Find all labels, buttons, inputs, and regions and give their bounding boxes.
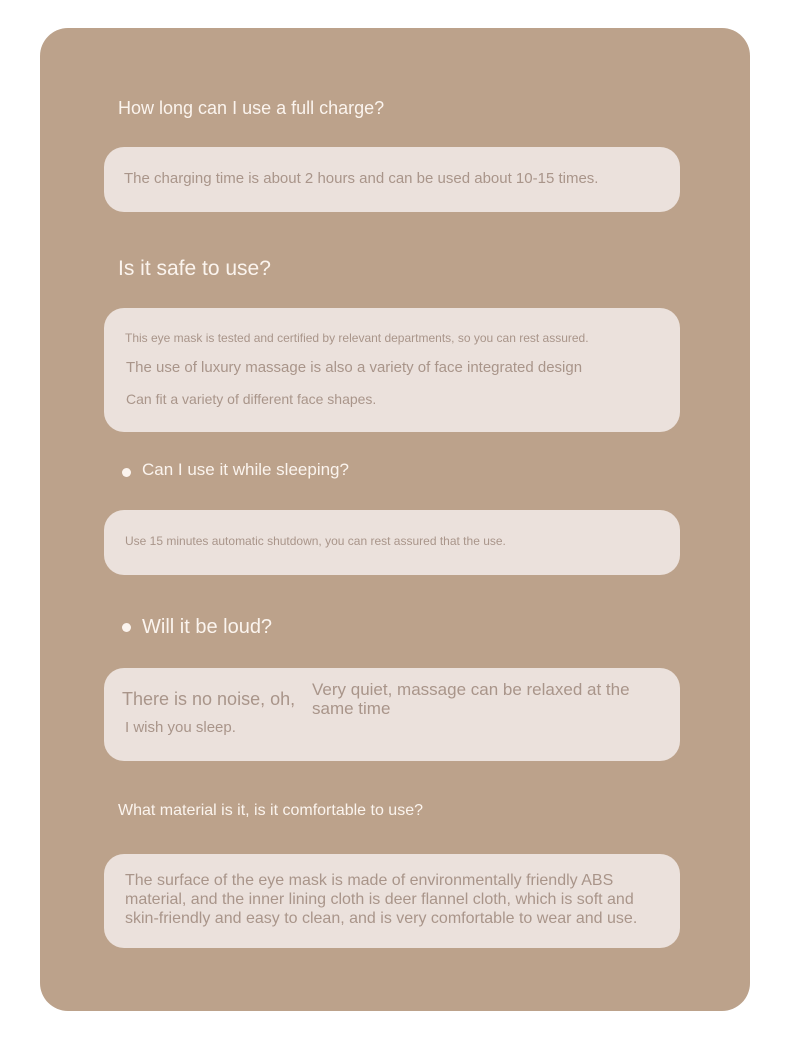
faq-answer-card-sleeping bbox=[104, 510, 680, 575]
faq-answer-card-material bbox=[104, 854, 680, 948]
faq-question-material: What material is it, is it comfortable to use? bbox=[118, 802, 423, 819]
faq-question-safety: Is it safe to use? bbox=[118, 257, 271, 280]
faq-answer-text: Can fit a variety of different face shapes. bbox=[126, 391, 377, 407]
faq-answer-text: The charging time is about 2 hours and can be used about 10-15 times. bbox=[124, 170, 599, 187]
faq-answer-card-loud bbox=[104, 668, 680, 761]
faq-answer-text: Very quiet, massage can be relaxed at the same time bbox=[312, 680, 630, 718]
faq-answer-text: The surface of the eye mask is made of environmentally friendly ABS material, and the inner lining cloth is deer flannel cloth, which is soft and skin-friendly and easy to clean, and is very comfortable to wear and use. bbox=[125, 872, 638, 927]
faq-panel bbox=[40, 28, 750, 1011]
faq-question-charge: How long can I use a full charge? bbox=[118, 98, 385, 118]
faq-answer-card-charge bbox=[104, 147, 680, 212]
faq-answer-text: This eye mask is tested and certified by relevant departments, so you can rest assured. bbox=[125, 331, 589, 345]
faq-answer-card-safety bbox=[104, 308, 680, 432]
bullet-dot bbox=[122, 623, 131, 632]
faq-answer-text: I wish you sleep. bbox=[125, 719, 236, 736]
bullet-dot bbox=[122, 468, 131, 477]
faq-question-sleeping: Can I use it while sleeping? bbox=[142, 460, 349, 479]
faq-answer-text: Use 15 minutes automatic shutdown, you can rest assured that the use. bbox=[125, 534, 506, 548]
faq-question-loud: Will it be loud? bbox=[142, 616, 273, 638]
faq-answer-text: There is no noise, oh, bbox=[122, 689, 296, 709]
faq-answer-text: The use of luxury massage is also a variety of face integrated design bbox=[126, 359, 583, 376]
